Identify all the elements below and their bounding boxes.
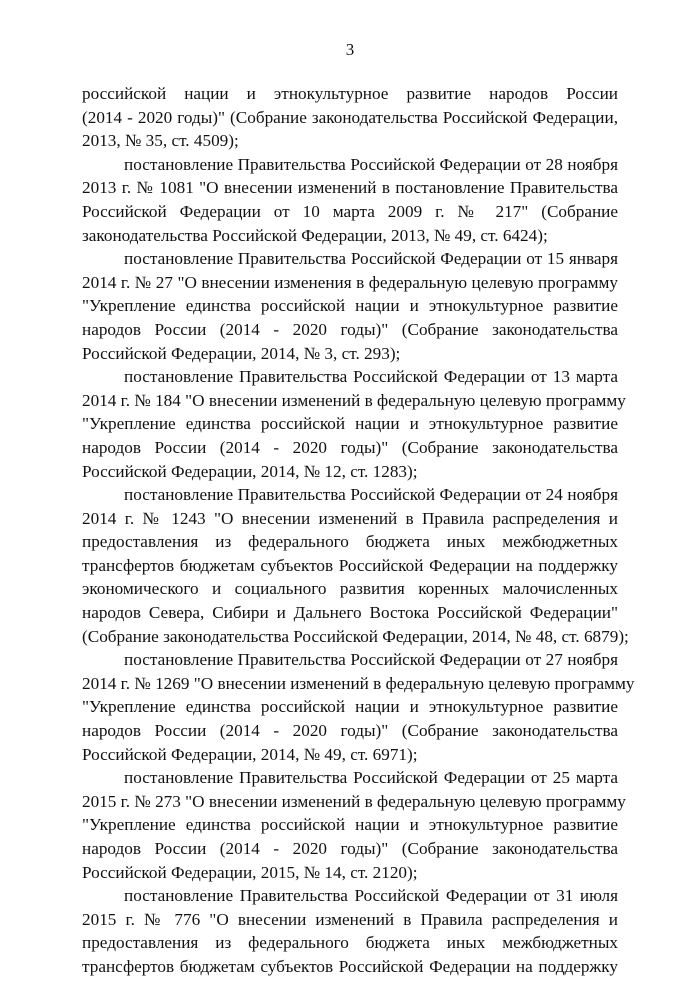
text-line: народов России (2014 - 2020 годы)" (Собрание законодательства	[82, 839, 618, 858]
text-line: (Собрание законодательства Российской Федерации, 2014, № 48, ст. 6879);	[82, 626, 629, 646]
text-line: предоставления из федерального бюджета иных межбюджетных	[82, 933, 618, 953]
paragraph	[82, 153, 618, 247]
text-line: законодательства Российской Федерации, 2013, № 49, ст. 6424);	[82, 225, 548, 245]
text-line: народов России (2014 - 2020 годы)" (Собрание законодательства	[82, 319, 618, 339]
text-line: постановление Правительства Российской Федерации от 31 июля	[124, 886, 618, 906]
text-line: 2014 г. № 1243 "О внесении изменений в Правила распределения и	[82, 508, 618, 528]
text-line: постановление Правительства Российской Федерации от 28 ноября	[124, 154, 618, 174]
text-line: народов России (2014 - 2020 годы)" (Собрание законодательства	[82, 721, 618, 741]
page-number: 3	[345, 40, 355, 59]
text-line: Российской Федерации, 2014, № 49, ст. 6971);	[82, 744, 418, 764]
text-line: 2013 г. № 1081 "О внесении изменений в постановление Правительства	[82, 178, 618, 198]
text-line: "Укрепление единства российской нации и этнокультурное развитие	[82, 697, 618, 717]
text-line: народов России (2014 - 2020 годы)" (Собрание законодательства	[82, 437, 618, 457]
text-line: народов Севера, Сибири и Дальнего Востока Российской Федерации"	[82, 603, 618, 623]
text-line: экономического и социального развития коренных малочисленных	[82, 579, 618, 599]
text-line: постановление Правительства Российской Федерации от 25 марта	[124, 768, 618, 788]
paragraph	[82, 483, 629, 648]
text-line: трансфертов бюджетам субъектов Российской Федерации на поддержку	[82, 956, 618, 976]
text-line: 2014 г. № 184 "О внесении изменений в федеральную целевую программу	[82, 390, 626, 410]
text-line: 2015 г. № 776 "О внесении изменений в Правила распределения и	[82, 909, 618, 929]
document-body	[82, 82, 635, 979]
paragraph	[82, 82, 618, 153]
text-line: "Укрепление единства российской нации и этнокультурное развитие	[82, 414, 618, 434]
text-line: 2014 г. № 1269 "О внесении изменений в федеральную целевую программу	[82, 673, 635, 693]
text-line: постановление Правительства Российской Федерации от 27 ноября	[124, 650, 618, 670]
text-line: российской нации и этнокультурное развитие народов России	[82, 84, 618, 103]
text-line: трансфертов бюджетам субъектов Российской Федерации на поддержку	[82, 555, 618, 575]
paragraph	[82, 648, 635, 766]
text-line: "Укрепление единства российской нации и этнокультурное развитие	[82, 815, 618, 835]
text-line: постановление Правительства Российской Федерации от 13 марта	[124, 367, 618, 387]
text-line: Российской Федерации, 2014, № 12, ст. 1283);	[82, 461, 418, 481]
text-line: Российской Федерации, 2015, № 14, ст. 2120);	[82, 862, 418, 882]
text-line: 2015 г. № 273 "О внесении изменений в федеральную целевую программу	[82, 791, 626, 811]
text-line: 2014 г. № 27 "О внесении изменения в федеральную целевую программу	[82, 272, 618, 292]
text-line: предоставления из федерального бюджета иных межбюджетных	[82, 532, 618, 552]
text-line: Российской Федерации от 10 марта 2009 г. № 217" (Собрание	[82, 201, 618, 221]
text-line: постановление Правительства Российской Федерации от 15 января	[124, 249, 618, 269]
paragraph	[82, 247, 618, 365]
paragraph	[82, 884, 618, 978]
text-line: "Укрепление единства российской нации и этнокультурное развитие	[82, 296, 618, 316]
text-line: (2014 - 2020 годы)" (Собрание законодательства Российской Федерации,	[82, 107, 618, 127]
paragraph	[82, 766, 626, 884]
text-line: постановление Правительства Российской Федерации от 24 ноября	[124, 485, 618, 505]
paragraph	[82, 365, 626, 483]
text-line: 2013, № 35, ст. 4509);	[82, 131, 239, 151]
text-line: Российской Федерации, 2014, № 3, ст. 293);	[82, 343, 401, 363]
